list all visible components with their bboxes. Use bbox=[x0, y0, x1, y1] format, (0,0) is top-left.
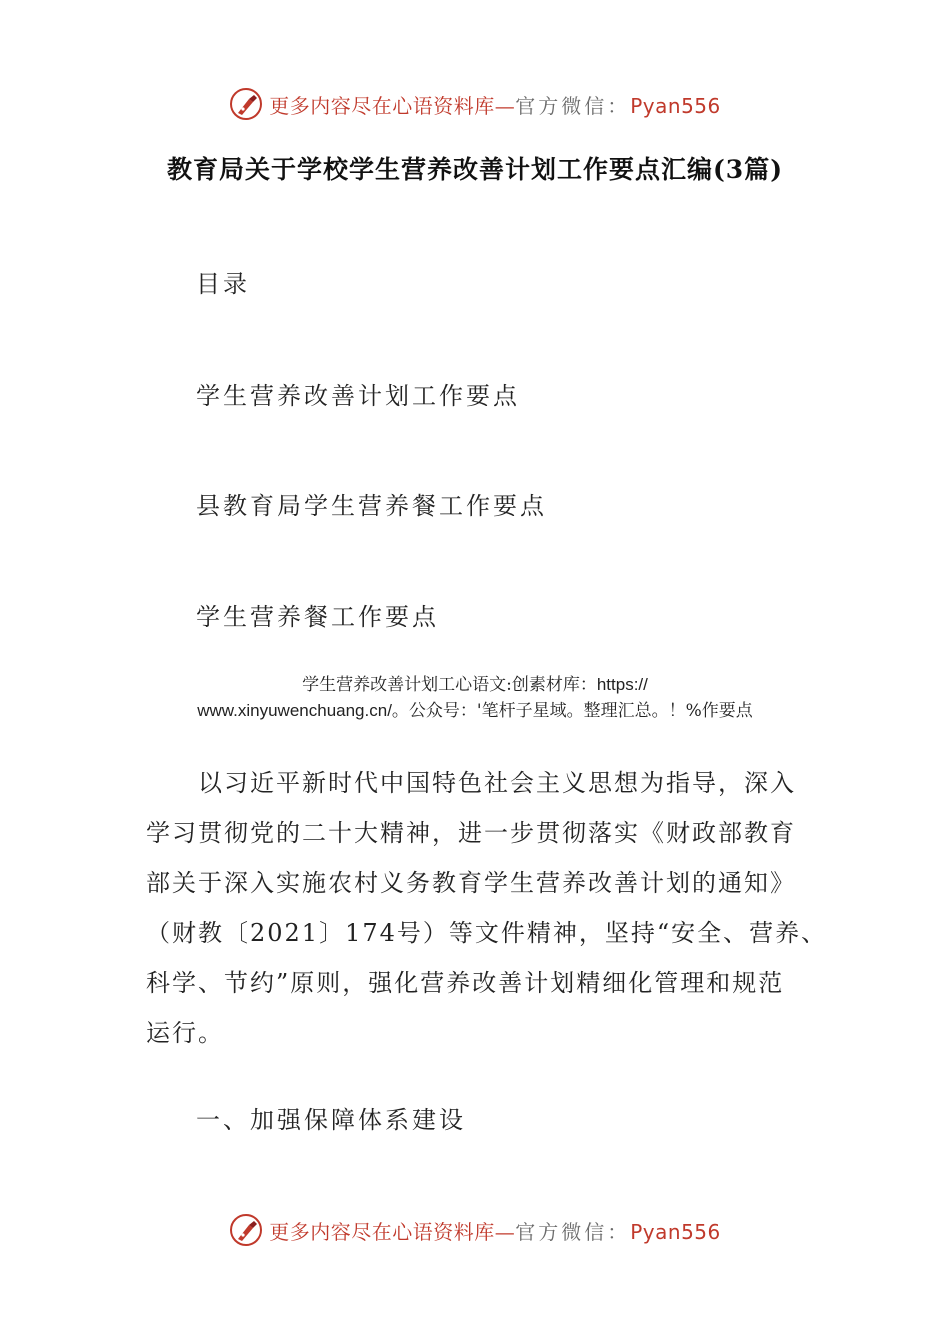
source-note bbox=[150, 672, 800, 724]
footer-banner bbox=[0, 1210, 950, 1250]
pen-nib-logo-icon bbox=[229, 87, 263, 121]
toc-item: 学生营养餐工作要点 bbox=[196, 603, 439, 631]
paragraph-line: 科学、节约”原则，强化营养改善计划精细化管理和规范 bbox=[146, 969, 785, 997]
banner-text bbox=[269, 90, 721, 119]
banner-wechat-id: Pyan556 bbox=[630, 1219, 721, 1244]
toc-item: 县教育局学生营养餐工作要点 bbox=[196, 492, 547, 520]
document-title: 教育局关于学校学生营养改善计划工作要点汇编(3篇) bbox=[166, 155, 784, 184]
banner-site-name: 更多内容尽在心语资料库 bbox=[269, 93, 495, 118]
toc-heading: 目录 bbox=[196, 270, 250, 298]
paragraph-line: 运行。 bbox=[146, 1019, 224, 1047]
section-heading: 一、加强保障体系建设 bbox=[196, 1106, 466, 1134]
paragraph-line: 部关于深入实施农村义务教育学生营养改善计划的通知》 bbox=[146, 869, 796, 897]
source-note-url-prefix: https:// bbox=[596, 675, 648, 694]
source-note-text: 学生营养改善计划工心语文:创素材库： bbox=[302, 675, 597, 695]
banner-dash: — bbox=[494, 1219, 516, 1244]
paragraph-line: 以习近平新时代中国特色社会主义思想为指导，深入 bbox=[198, 769, 796, 797]
pen-nib-logo-icon bbox=[229, 1213, 263, 1247]
banner-wechat-id: Pyan556 bbox=[630, 93, 721, 118]
banner-text bbox=[269, 1216, 721, 1245]
banner-wechat-label: 官方微信： bbox=[515, 93, 631, 118]
paragraph-line: 学习贯彻党的二十大精神，进一步贯彻落实《财政部教育 bbox=[146, 819, 796, 847]
toc-item: 学生营养改善计划工作要点 bbox=[196, 382, 520, 410]
banner-wechat-label: 官方微信： bbox=[515, 1219, 631, 1244]
source-note-text: 。公众号：'笔杆子星域。整理汇总。！%作要点 bbox=[391, 701, 753, 721]
body-paragraph bbox=[146, 758, 828, 1058]
banner-site-name: 更多内容尽在心语资料库 bbox=[269, 1219, 495, 1244]
header-banner bbox=[0, 84, 950, 124]
source-note-url: www.xinyuwenchuang.cn/ bbox=[197, 701, 392, 720]
banner-dash: — bbox=[494, 93, 516, 118]
source-note-line2 bbox=[150, 698, 800, 724]
source-note-line1 bbox=[150, 672, 800, 698]
paragraph-line: （财教〔2021〕174号）等文件精神，坚持“安全、营养、 bbox=[146, 919, 828, 947]
